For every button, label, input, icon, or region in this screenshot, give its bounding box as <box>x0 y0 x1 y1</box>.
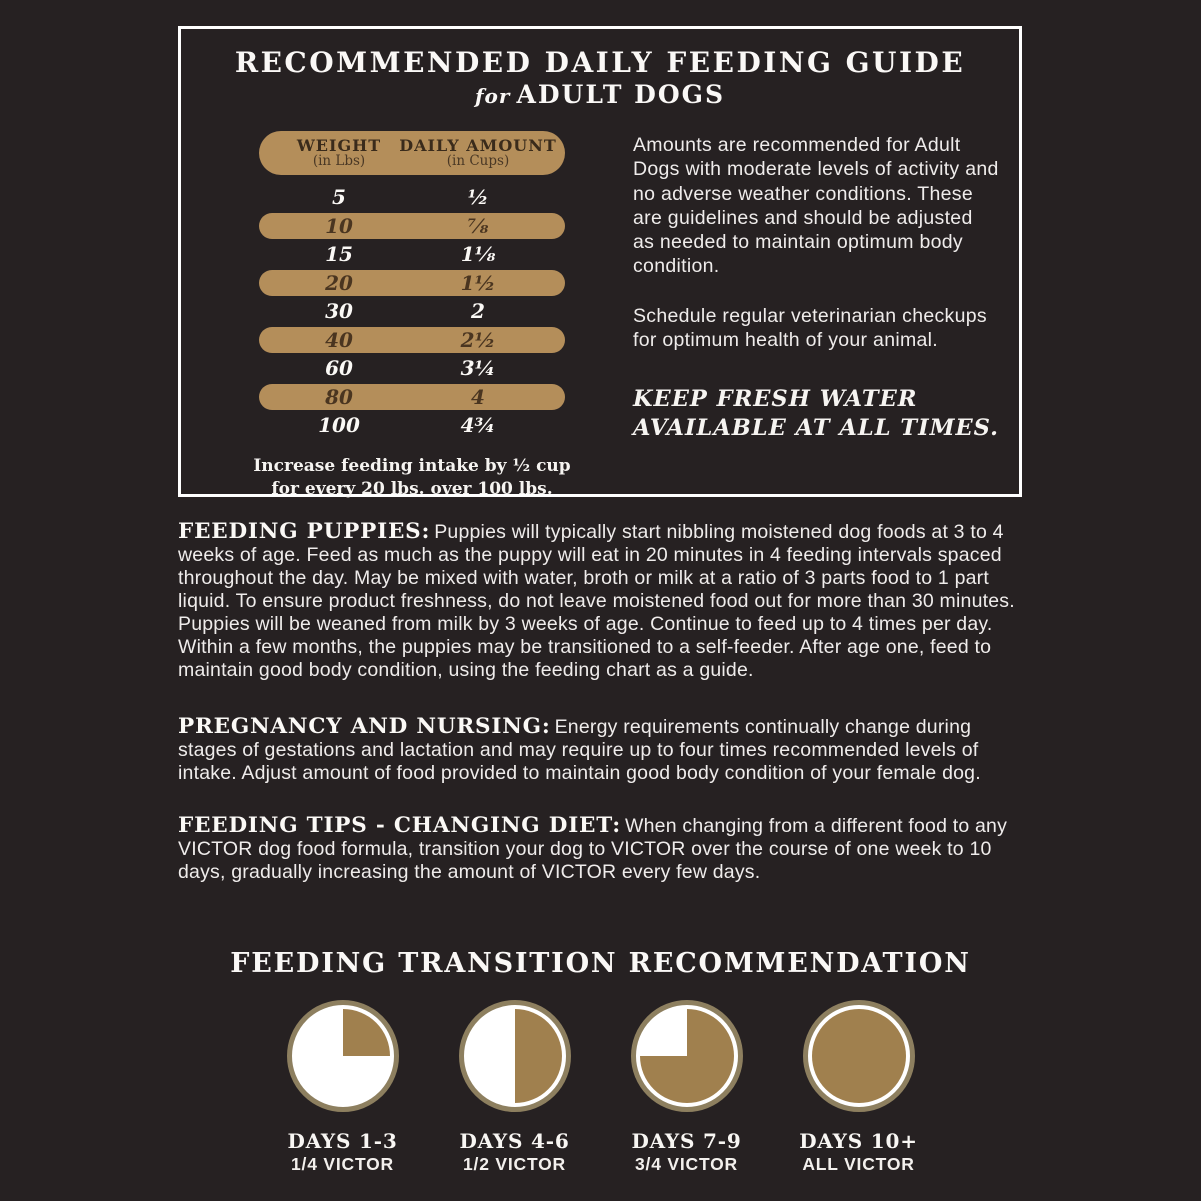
table-header <box>259 131 565 175</box>
table-row <box>259 384 565 410</box>
keep-fresh-notice: KEEP FRESH WATER AVAILABLE AT ALL TIMES. <box>633 386 999 442</box>
weight-value: 40 <box>325 327 353 352</box>
feeding-table <box>253 131 571 501</box>
weight-value: 10 <box>325 213 353 238</box>
section-feeding-tips <box>178 814 1033 884</box>
amount-value: 1⅛ <box>460 242 496 266</box>
feeding-guide-box <box>178 26 1022 497</box>
table-row <box>259 355 565 381</box>
section-body: When changing from a different food to any VICTOR dog food formula, transition your dog to VICTOR over the course of one week to 10 days, gradually increasing the amount of VICTOR every few days. <box>178 815 1008 883</box>
step-days-label: DAYS 4-6 <box>459 1129 570 1153</box>
section-feeding-puppies <box>178 520 1033 682</box>
amount-value: 2 <box>471 299 485 323</box>
weight-value: 15 <box>325 242 353 266</box>
transition-step <box>601 998 773 1176</box>
step-days-label: DAYS 10+ <box>799 1129 918 1153</box>
table-row <box>259 184 565 210</box>
amount-value: ⅞ <box>467 213 489 238</box>
guide-subtitle-text: ADULT DOGS <box>516 80 726 109</box>
table-row <box>259 412 565 438</box>
transition-step <box>429 998 601 1176</box>
amount-header-label: DAILY AMOUNT <box>399 136 557 155</box>
guide-paragraph-1: Amounts are recommended for Adult Dogs with moderate levels of activity and no adverse weather conditions. These are guidelines and should be adjusted as needed to maintain optimum body condition. <box>633 134 999 278</box>
guide-title: RECOMMENDED DAILY FEEDING GUIDE <box>234 46 966 79</box>
amount-value: 4¾ <box>460 413 496 437</box>
section-body: Puppies will typically start nibbling moistened dog foods at 3 to 4 weeks of age. Feed as much as the puppy will eat in 20 minutes in 4 feeding intervals spaced throughout the day. May be mixed with water, broth or milk at a ratio of 3 parts food to 1 part liquid. To ensure product freshness, do not leave moistened food out for more than 30 minutes. Puppies will be weaned from milk by 3 weeks of age. Continue to feed up to 4 times per day. Within a few months, the puppies may be transitioned to a self-feeder. After age one, feed to maintain good body condition, using the feeding chart as a guide. <box>178 521 1015 681</box>
table-row <box>259 298 565 324</box>
weight-value: 5 <box>332 185 346 209</box>
amount-value: 1½ <box>460 270 496 295</box>
step-days-label: DAYS 7-9 <box>631 1129 742 1153</box>
table-rows <box>259 184 565 438</box>
guide-text-column <box>633 131 999 501</box>
weight-header <box>259 137 419 169</box>
weight-value: 80 <box>325 384 353 409</box>
section-body: Energy requirements continually change during stages of gestations and lactation and may require up to four times recommended levels of intake. Adjust amount of food provided to maintain good body condition of your female dog. <box>178 716 981 784</box>
transition-section <box>0 948 1201 1176</box>
transition-step <box>773 998 945 1176</box>
amount-header-sub: (in Cups) <box>446 153 510 169</box>
pie-half-icon <box>457 998 573 1114</box>
amount-value: ½ <box>467 185 489 209</box>
pie-three-quarter-icon <box>629 998 745 1114</box>
amount-value: 4 <box>471 384 485 409</box>
weight-value: 30 <box>325 299 353 323</box>
weight-value: 20 <box>325 270 353 295</box>
transition-steps <box>0 998 1201 1176</box>
table-row <box>259 213 565 239</box>
amount-value: 3¼ <box>460 356 496 380</box>
section-heading: PREGNANCY AND NURSING: <box>178 714 551 739</box>
weight-value: 100 <box>318 413 360 437</box>
step-amount-label: 3/4 VICTOR <box>635 1154 738 1174</box>
section-heading: FEEDING PUPPIES: <box>178 519 431 544</box>
transition-title: FEEDING TRANSITION RECOMMENDATION <box>230 948 971 979</box>
section-heading: FEEDING TIPS - CHANGING DIET: <box>178 813 622 838</box>
table-row <box>259 327 565 353</box>
table-note: Increase feeding intake by ½ cup for every 20 lbs. over 100 lbs. <box>253 456 571 499</box>
weight-header-sub: (in Lbs) <box>312 153 366 169</box>
transition-step <box>257 998 429 1176</box>
body-sections <box>178 520 1033 914</box>
guide-paragraph-2: Schedule regular veterinarian checkups for optimum health of your animal. <box>633 304 987 352</box>
step-amount-label: 1/4 VICTOR <box>291 1154 394 1174</box>
table-row <box>259 241 565 267</box>
amount-header <box>399 136 557 169</box>
table-row <box>259 270 565 296</box>
pie-quarter-icon <box>285 998 401 1114</box>
guide-subtitle-for: for <box>474 84 511 108</box>
step-amount-label: 1/2 VICTOR <box>463 1154 566 1174</box>
guide-content <box>181 131 1019 501</box>
step-days-label: DAYS 1-3 <box>287 1129 398 1153</box>
step-amount-label: ALL VICTOR <box>802 1154 915 1174</box>
weight-value: 60 <box>325 356 353 380</box>
pie-full-icon <box>801 998 917 1114</box>
section-pregnancy-nursing <box>178 715 1033 785</box>
guide-subtitle <box>181 80 1019 111</box>
amount-value: 2½ <box>460 327 496 352</box>
weight-header-label: WEIGHT <box>296 136 382 155</box>
